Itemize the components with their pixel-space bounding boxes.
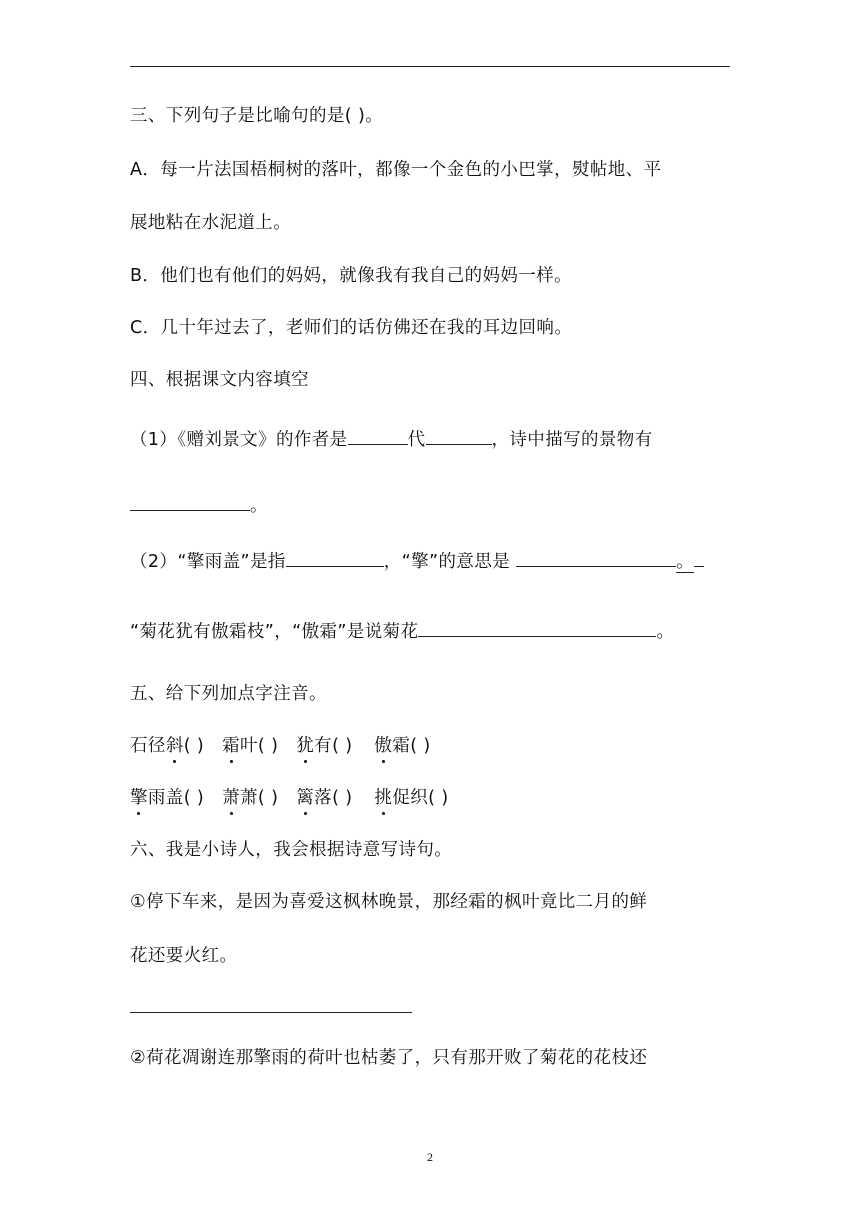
q3-option-c: C．几十年过去了，老师们的话仿佛还在我的耳边回响。 <box>130 318 573 338</box>
answer-paren[interactable]: ( ) <box>257 788 279 808</box>
dotted-char: 篱 <box>296 788 315 808</box>
q4-item2-prefix: （2）“擎雨盖”是指 <box>130 552 286 572</box>
pinyin-item: 挑促织( ) <box>374 788 449 808</box>
q4-item2-mid: ，“擎”的意思是 <box>383 552 511 572</box>
q4-item1-end: 。 <box>250 496 268 516</box>
answer-paren[interactable]: ( ) <box>410 736 431 756</box>
pinyin-item: 石径斜( ) <box>130 736 205 756</box>
dotted-char: 擎 <box>130 788 148 808</box>
q4-item3 <box>130 618 674 644</box>
answer-paren[interactable]: ( ) <box>332 788 353 808</box>
q4-item1 <box>130 426 653 452</box>
q4-item1-cont <box>130 492 268 518</box>
q4-title: 四、根据课文内容填空 <box>130 370 309 390</box>
pinyin-item: 篱落( ) <box>296 788 353 808</box>
dotted-char: 傲 <box>374 736 393 756</box>
q4-item3-prefix: “菊花犹有傲霜枝”，“傲霜”是说菊花 <box>130 622 419 642</box>
pinyin-item: 犹有( ) <box>296 736 353 756</box>
pinyin-item: 傲霜( ) <box>374 736 431 756</box>
q3-title: 三、下列句子是比喻句的是( )。 <box>130 106 384 126</box>
q3-option-a-line1: A．每一片法国梧桐树的落叶，都像一个金色的小巴掌，熨帖地、平 <box>130 160 662 180</box>
pinyin-item: 擎雨盖( ) <box>130 788 205 808</box>
q4-item1-prefix: （1）《赠刘景文》的作者是 <box>130 430 348 450</box>
q6-answer-line[interactable] <box>130 1012 412 1013</box>
answer-paren[interactable]: ( ) <box>332 736 353 756</box>
q3-option-b: B．他们也有他们的妈妈，就像我有我自己的妈妈一样。 <box>130 266 573 286</box>
q4-item1-suffix: ，诗中描写的景物有 <box>491 430 653 450</box>
q6-item1-line2: 花还要火红。 <box>130 946 238 966</box>
dotted-char: 斜 <box>165 736 184 756</box>
q6-item2-line1: ②荷花凋谢连那擎雨的荷叶也枯萎了，只有那开败了菊花的花枝还 <box>130 1048 648 1068</box>
q3-option-a-line2: 展地粘在水泥道上。 <box>130 213 292 233</box>
dotted-char: 萧 <box>222 788 240 808</box>
answer-paren[interactable]: ( ) <box>183 788 205 808</box>
answer-paren[interactable]: ( ) <box>257 736 279 756</box>
q4-item2 <box>130 548 704 574</box>
q5-row2 <box>130 786 449 810</box>
q5-title: 五、给下列加点字注音。 <box>130 684 327 704</box>
dynasty-blank[interactable] <box>426 426 492 445</box>
aoshuang-blank[interactable] <box>418 618 656 637</box>
scenery-blank[interactable] <box>130 492 250 511</box>
q6-title: 六、我是小诗人，我会根据诗意写诗句。 <box>130 840 453 860</box>
dotted-char: 霜 <box>222 736 240 756</box>
dotted-char: 挑 <box>374 788 393 808</box>
q4-item1-dynasty: 代 <box>407 430 426 450</box>
qingyugai-blank[interactable] <box>286 548 384 567</box>
q4-item2-end: 。 <box>676 552 695 572</box>
qing-meaning-blank[interactable] <box>516 548 676 567</box>
dotted-char: 犹 <box>296 736 315 756</box>
pinyin-item: 霜叶( ) <box>222 736 279 756</box>
q5-row1 <box>130 734 431 758</box>
answer-paren[interactable]: ( ) <box>428 788 449 808</box>
answer-paren[interactable]: ( ) <box>183 736 205 756</box>
header-rule <box>130 66 730 67</box>
q4-item3-end: 。 <box>656 622 675 642</box>
q6-item1-line1: ①停下车来，是因为喜爱这枫林晚景，那经霜的枫叶竟比二月的鲜 <box>130 892 648 912</box>
trailing-underline <box>694 548 704 567</box>
author-blank[interactable] <box>348 426 408 445</box>
pinyin-item: 萧萧( ) <box>222 788 279 808</box>
page-number: 2 <box>427 1150 433 1164</box>
